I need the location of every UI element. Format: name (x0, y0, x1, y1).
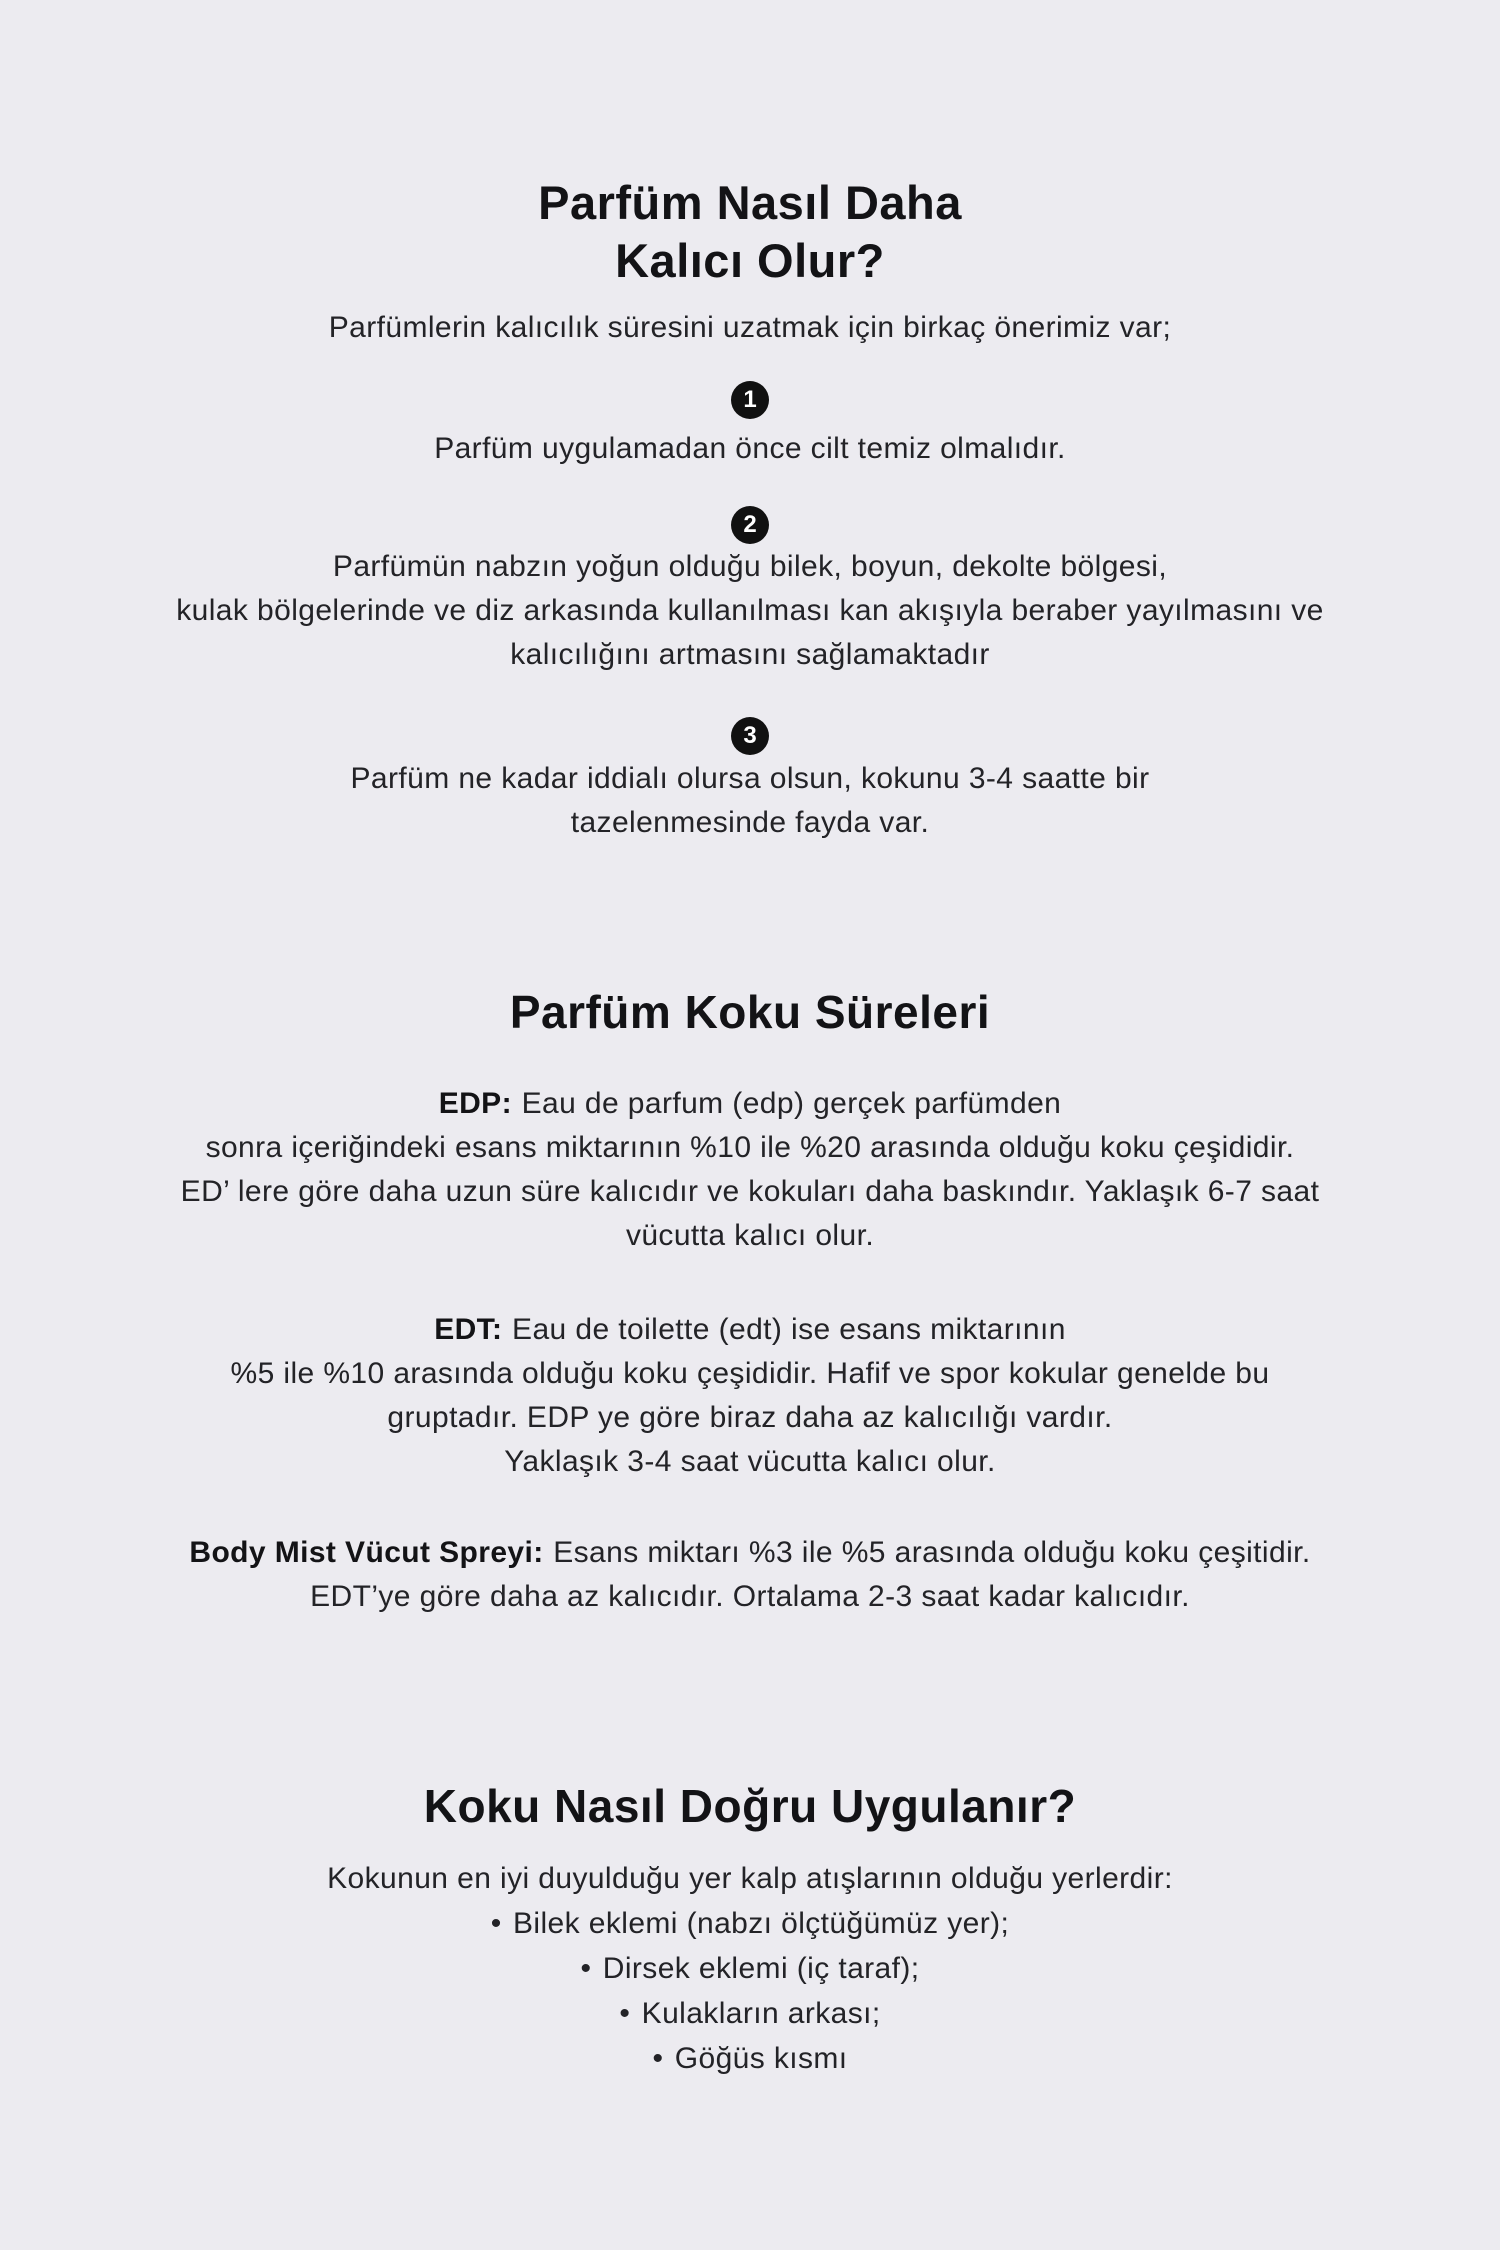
body-mist-entry (0, 1531, 1500, 1619)
entry-first-line (0, 1082, 1500, 1126)
step-1-number-badge: 1 (731, 381, 769, 419)
entry-first-line (0, 1308, 1500, 1352)
text-line: EDT’ye göre daha az kalıcıdır. Ortalama 2-3 saat kadar kalıcıdır. (310, 1580, 1190, 1613)
text-line: Yaklaşık 3-4 saat vücutta kalıcı olur. (504, 1445, 996, 1478)
step-1-text (0, 427, 1500, 471)
text-line: vücutta kalıcı olur. (625, 1219, 875, 1252)
application-section-title: Koku Nasıl Doğru Uygulanır? (423, 1780, 1077, 1832)
bullet-icon: • (580, 1952, 592, 1985)
bullet-icon: • (490, 1907, 502, 1940)
application-guide (0, 1856, 1500, 2081)
text-line: Parfüm ne kadar iddialı olursa olsun, kokunu 3-4 saatte bir (350, 762, 1150, 795)
text-line: ED’ lere göre daha uzun süre kalıcıdır ve kokuları daha baskındır. Yaklaşık 6-7 saat (180, 1175, 1320, 1208)
edt-label: EDT: (434, 1313, 503, 1346)
entry-first-line (0, 1531, 1500, 1575)
text-line: gruptadır. EDP ye göre biraz daha az kalıcılığı vardır. (387, 1401, 1113, 1434)
list-item (0, 2036, 1500, 2081)
entry-first-line-text: Eau de toilette (edt) ise esans miktarının (512, 1313, 1066, 1346)
text-line: kalıcılığını artmasını sağlamaktadır (510, 638, 990, 671)
step-2-number-badge: 2 (731, 506, 769, 544)
step-2-text (0, 545, 1500, 677)
text-line: kulak bölgelerinde ve diz arkasında kullanılması kan akışıyla beraber yayılmasını ve (176, 594, 1324, 627)
step-3-text (0, 757, 1500, 845)
page-title-line-2: Kalıcı Olur? (615, 234, 885, 287)
text-line: %5 ile %10 arasında olduğu koku çeşididir. Hafif ve spor kokular genelde bu (230, 1357, 1270, 1390)
edt-entry (0, 1308, 1500, 1484)
text-line: Parfümün nabzın yoğun olduğu bilek, boyun, dekolte bölgesi, (332, 550, 1168, 583)
edp-entry (0, 1082, 1500, 1258)
list-item-text: Dirsek eklemi (iç taraf); (602, 1952, 920, 1985)
text-line: sonra içeriğindeki esans miktarının %10 ile %20 arasında olduğu koku çeşididir. (205, 1131, 1295, 1164)
longevity-subtitle: Parfümlerin kalıcılık süresini uzatmak için birkaç önerimiz var; (328, 311, 1172, 344)
list-item-text: Bilek eklemi (nabzı ölçtüğümüz yer); (513, 1907, 1010, 1940)
list-item-text: Göğüs kısmı (674, 2042, 848, 2075)
entry-first-line-text: Eau de parfum (edp) gerçek parfümden (521, 1087, 1062, 1120)
body-mist-label: Body Mist Vücut Spreyi: (189, 1536, 544, 1569)
list-item (0, 1946, 1500, 1991)
page-title-line-1: Parfüm Nasıl Daha (538, 176, 962, 229)
page-title (0, 174, 1500, 290)
step-3-number-badge: 3 (731, 717, 769, 755)
bullet-icon: • (619, 1997, 631, 2030)
list-item-text: Kulakların arkası; (641, 1997, 881, 2030)
text-line: Parfüm uygulamadan önce cilt temiz olmalıdır. (434, 432, 1066, 465)
application-intro: Kokunun en iyi duyulduğu yer kalp atışlarının olduğu yerlerdir: (327, 1862, 1173, 1895)
durations-section-title: Parfüm Koku Süreleri (509, 986, 991, 1038)
text-line: tazelenmesinde fayda var. (570, 806, 930, 839)
list-item (0, 1991, 1500, 2036)
edp-label: EDP: (438, 1087, 512, 1120)
bullet-icon: • (652, 2042, 664, 2075)
entry-first-line-text: Esans miktarı %3 ile %5 arasında olduğu koku çeşitidir. (553, 1536, 1311, 1569)
list-item (0, 1901, 1500, 1946)
